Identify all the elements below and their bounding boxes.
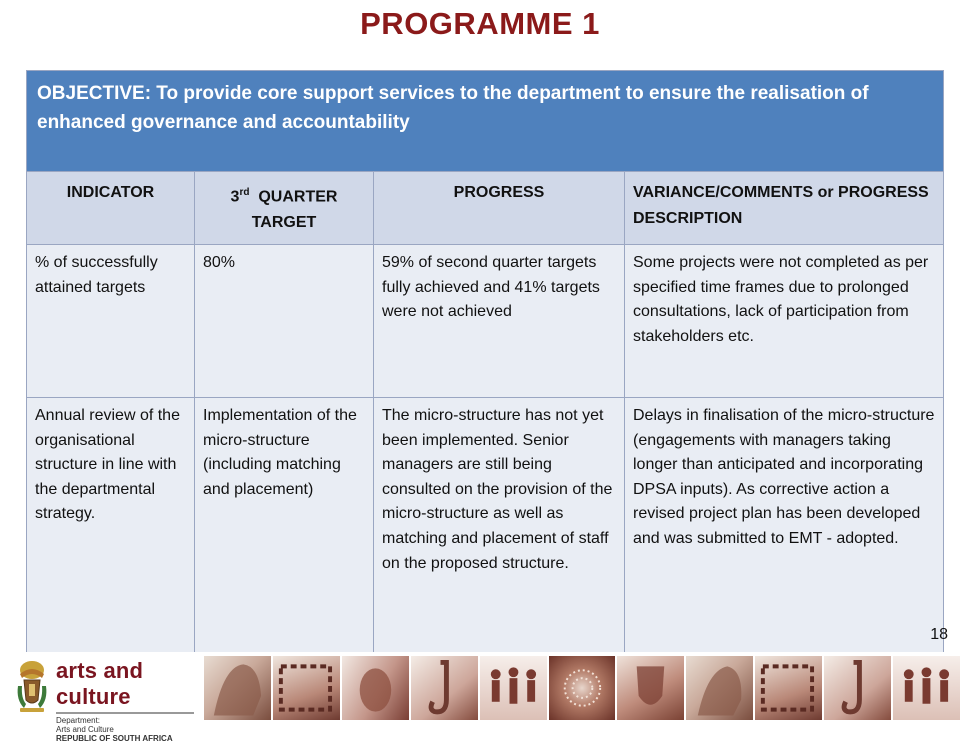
decorative-tile-film-2 [755, 656, 822, 720]
cell-progress: 59% of second quarter targets fully achieved and 41% targets were not achieved [374, 245, 625, 398]
decorative-tile-sculpture [204, 656, 271, 720]
decorative-tile-dancers [480, 656, 547, 720]
coat-of-arms-icon [12, 656, 52, 716]
decorative-image-strip [204, 656, 960, 720]
cell-target: 80% [195, 245, 374, 398]
programme-table [26, 70, 944, 659]
table-row [27, 398, 944, 659]
cell-indicator: Annual review of the organisational structure in line with the departmental strategy. [27, 398, 195, 659]
header-target [195, 172, 374, 245]
logo-dept-name: Arts and Culture [56, 725, 114, 734]
footer [0, 652, 960, 743]
header-target-number: 3 [230, 188, 240, 206]
logo-wordmark: arts and culture [56, 658, 144, 709]
header-row [27, 172, 944, 245]
header-target-label: QUARTER TARGET [251, 188, 338, 232]
header-target-suffix: rd [239, 187, 250, 198]
decorative-tile-mask [342, 656, 409, 720]
decorative-tile-beadwork [549, 656, 616, 720]
cell-variance: Some projects were not completed as per specified time frames due to prolonged consultations, lack of participation from stakeholders etc. [625, 245, 944, 398]
objective-row [27, 71, 944, 172]
page-number: 18 [930, 626, 948, 643]
header-progress: PROGRESS [374, 172, 625, 245]
decorative-tile-sculpture-2 [686, 656, 753, 720]
logo-country: REPUBLIC OF SOUTH AFRICA [56, 734, 173, 743]
cell-variance: Delays in finalisation of the micro-structure (engagements with managers taking longer than anticipated and incorporating DPSA inputs). As corrective action a revised project plan has been developed and was submitted to EMT - adopted. [625, 398, 944, 659]
slide-title: PROGRAMME 1 [360, 6, 600, 41]
decorative-tile-saxophone [411, 656, 478, 720]
objective-cell: OBJECTIVE: To provide core support services to the department to ensure the realisation of enhanced governance and accountability [27, 71, 944, 172]
cell-progress: The micro-structure has not yet been implemented. Senior managers are still being consulted on the provision of the micro-structure as well as matching and placement of staff on the proposed structure. [374, 398, 625, 659]
logo-dept-label: Department: [56, 716, 101, 725]
decorative-tile-dancers-2 [893, 656, 960, 720]
header-indicator: INDICATOR [27, 172, 195, 245]
department-logo [10, 652, 200, 743]
cell-target: Implementation of the micro-structure (including matching and placement) [195, 398, 374, 659]
decorative-tile-saxophone-2 [824, 656, 891, 720]
decorative-tile-shield [617, 656, 684, 720]
cell-indicator: % of successfully attained targets [27, 245, 195, 398]
decorative-tile-film [273, 656, 340, 720]
header-variance: VARIANCE/COMMENTS or PROGRESS DESCRIPTION [625, 172, 944, 245]
table-row [27, 245, 944, 398]
